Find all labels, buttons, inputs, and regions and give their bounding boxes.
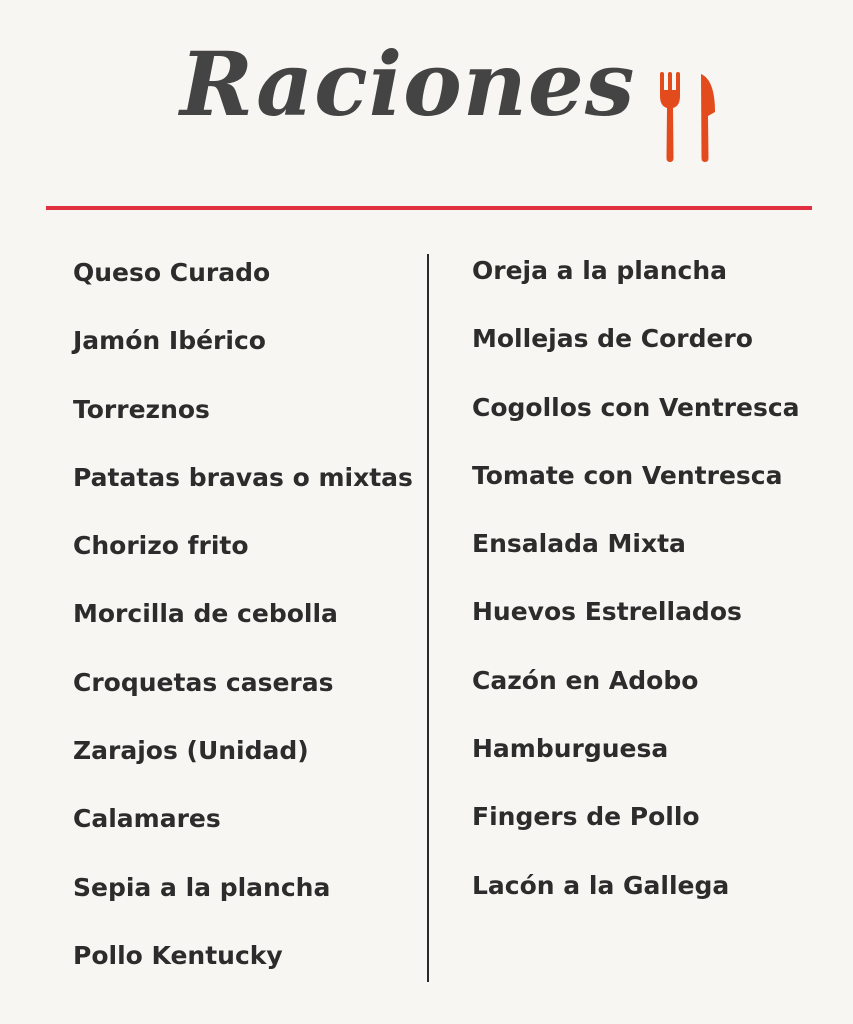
menu-item: Torreznos — [73, 394, 210, 424]
menu-item: Jamón Ibérico — [73, 326, 266, 356]
menu-item: Tomate con Ventresca — [472, 460, 783, 490]
menu-column-right — [472, 252, 800, 935]
knife-icon — [701, 74, 715, 162]
column-divider — [427, 254, 429, 982]
menu-item: Cazón en Adobo — [472, 665, 699, 695]
menu-item: Pollo Kentucky — [73, 940, 283, 970]
header-divider — [46, 206, 812, 210]
menu-item: Sepia a la plancha — [73, 872, 331, 902]
menu-item: Morcilla de cebolla — [73, 599, 338, 629]
menu-item: Queso Curado — [73, 258, 271, 287]
menu-item: Ensalada Mixta — [472, 529, 686, 559]
page-title: Raciones — [180, 32, 636, 136]
menu-item: Huevos Estrellados — [472, 597, 742, 627]
fork-icon — [660, 72, 680, 162]
menu-item: Calamares — [73, 804, 221, 834]
cutlery-icon — [655, 72, 721, 164]
menu-item: Mollejas de Cordero — [472, 324, 753, 354]
menu-item: Oreja a la plancha — [472, 256, 728, 285]
menu-item: Croquetas caseras — [73, 667, 334, 697]
menu-column-left — [73, 254, 413, 1005]
menu-item: Zarajos (Unidad) — [73, 736, 309, 766]
menu-item: Fingers de Pollo — [472, 802, 700, 832]
menu-item: Chorizo frito — [73, 531, 249, 561]
menu-item: Patatas bravas o mixtas — [73, 462, 413, 492]
menu-item: Hamburguesa — [472, 734, 669, 764]
menu-item: Cogollos con Ventresca — [472, 392, 800, 422]
menu-item: Lacón a la Gallega — [472, 870, 730, 900]
